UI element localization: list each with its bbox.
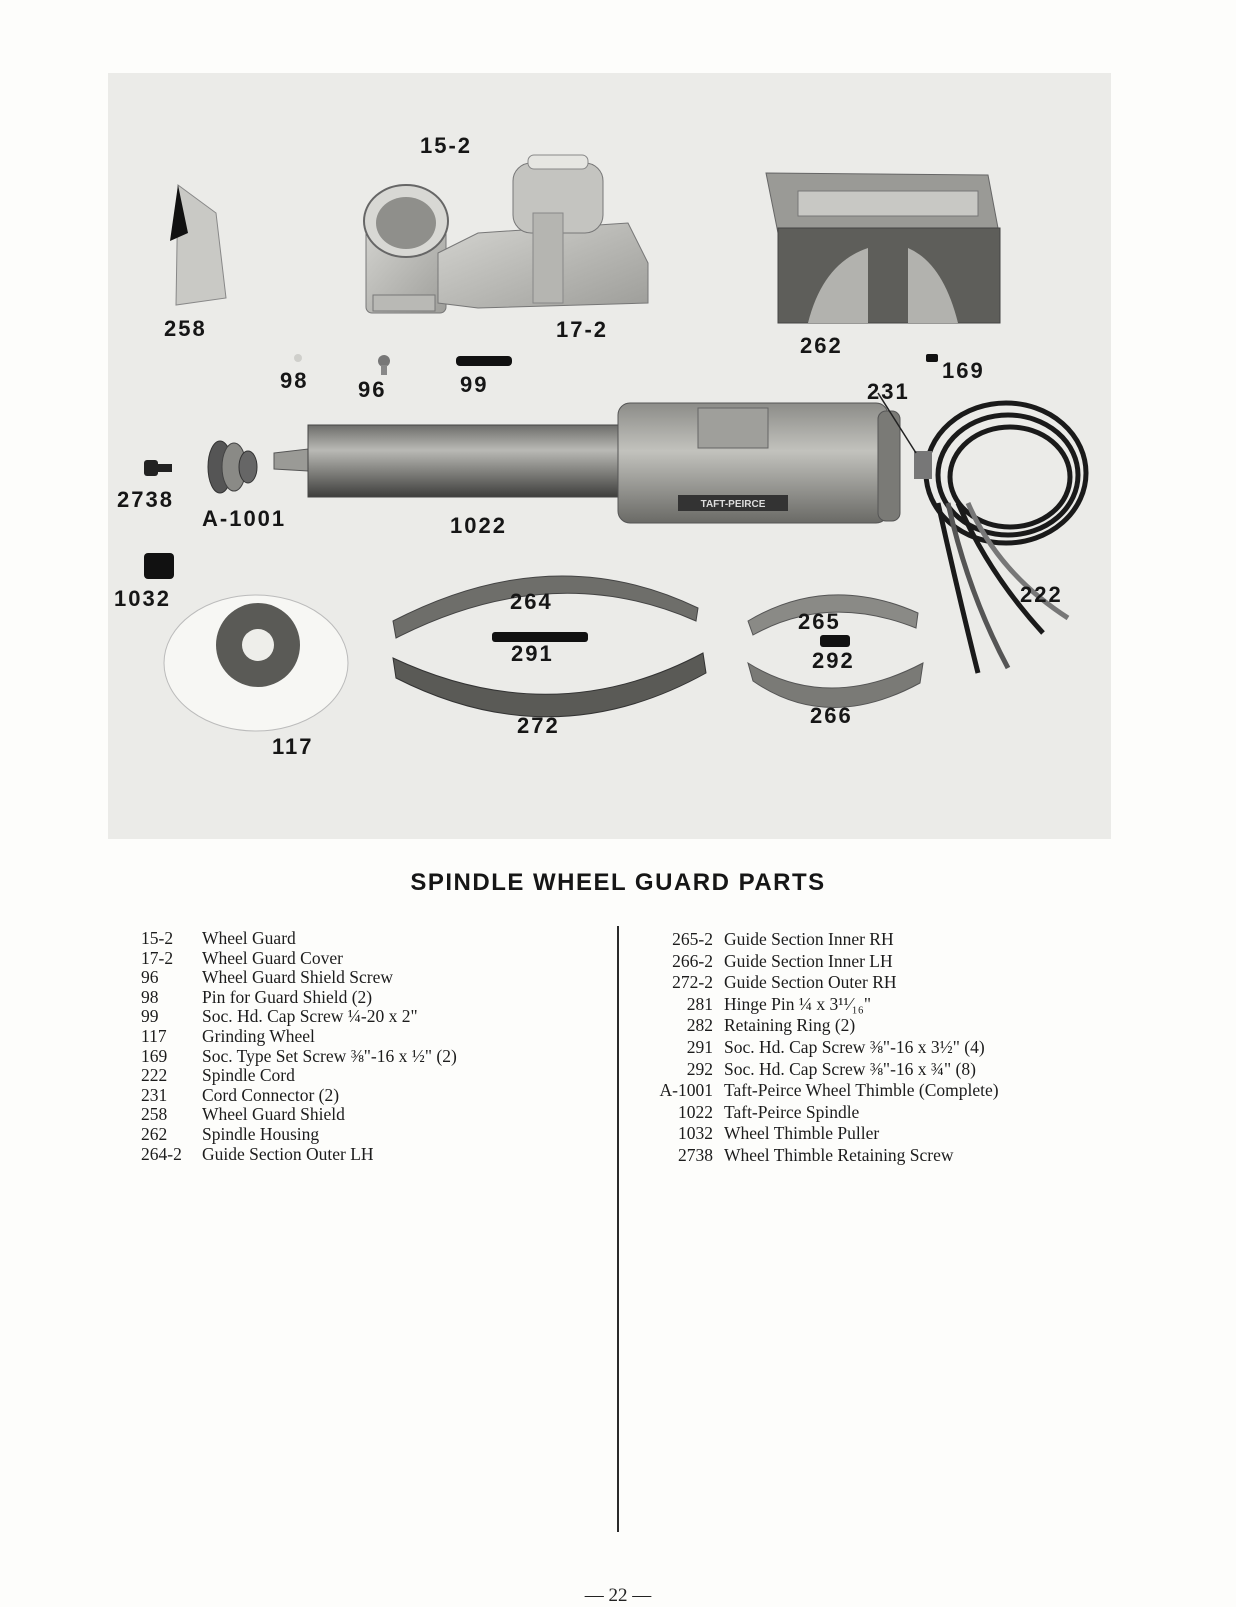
part-number: 1022 [678,1101,713,1122]
set-screw-169-part [926,354,938,362]
callout-265: 265 [798,609,841,634]
part-row [652,1015,999,1037]
wheel-thimble-part [208,441,257,493]
part-description: Spindle Housing [202,1123,320,1144]
part-description: Wheel Thimble Retaining Screw [724,1144,954,1165]
parts-list-right [652,929,999,1167]
part-number: 265-2 [672,929,713,949]
part-description: Guide Section Outer RH [724,972,897,993]
part-number: 96 [141,967,159,988]
part-description: Grinding Wheel [202,1025,315,1046]
cap-screw-292-part [820,635,850,647]
thimble-retaining-screw-part [144,460,172,476]
part-row [652,972,999,994]
callout-a-1001: A-1001 [202,506,287,531]
part-number: 117 [141,1025,167,1046]
part-description: Wheel Guard Shield Screw [202,967,393,988]
part-row [652,1145,999,1167]
part-number: 231 [141,1084,168,1105]
callout-98: 98 [280,368,309,393]
part-description: Soc. Hd. Cap Screw ¼-20 x 2" [202,1006,418,1027]
motor-plate-label: TAFT-PEIRCE [700,499,766,510]
callout-1032: 1032 [114,586,171,611]
part-description: Spindle Cord [202,1065,295,1086]
callout-2738: 2738 [117,487,174,512]
part-number: 169 [141,1045,168,1066]
part-number: 2738 [678,1144,713,1165]
grinding-wheel-part [164,595,348,731]
part-number: 258 [141,1104,168,1125]
parts-photograph [108,73,1111,839]
part-description: Guide Section Inner RH [724,929,894,949]
part-description: Soc. Hd. Cap Screw ⅜"-16 x 3½" (4) [724,1036,985,1057]
part-number: 98 [141,986,159,1007]
part-description: Cord Connector (2) [202,1084,340,1105]
part-row [652,951,999,973]
callout-222: 222 [1020,582,1063,607]
part-row [141,988,457,1008]
wheel-guard-shield-part [170,185,226,305]
callout-272: 272 [517,713,560,738]
part-row [652,929,999,951]
column-divider [617,926,619,1532]
page-number: — 22 — [584,1585,652,1606]
part-row [141,968,457,988]
part-number: 99 [141,1006,159,1027]
callout-17-2: 17-2 [556,317,609,342]
part-row [141,1066,457,1086]
part-number: 264-2 [141,1143,182,1164]
parts-illustration [108,73,1111,839]
callout-264: 264 [510,589,553,614]
callout-231: 231 [867,379,910,404]
part-number: 15-2 [141,928,174,948]
part-description: Wheel Thimble Puller [724,1123,880,1144]
part-description: Pin for Guard Shield (2) [202,986,373,1007]
part-number: 222 [141,1065,168,1086]
spindle-cord-part [926,403,1086,673]
shield-screw-part [378,355,390,375]
part-number: 281 [686,993,713,1014]
guard-shield-pin-part [294,354,302,362]
part-row [141,1047,457,1067]
part-row [141,1145,457,1165]
part-description: Wheel Guard [202,928,296,948]
part-number: 291 [686,1036,713,1057]
part-row [141,949,457,969]
part-row [141,1007,457,1027]
callout-169: 169 [942,358,985,383]
part-row [141,1027,457,1047]
cap-screw-99-part [456,356,512,366]
part-row [652,1080,999,1102]
part-number: 1032 [678,1123,713,1144]
wheel-thimble-puller-part [144,553,174,579]
part-number: 17-2 [141,947,174,968]
parts-list-left [141,929,457,1164]
cord-connector-part [914,451,932,479]
part-row [652,994,999,1016]
part-row [141,1125,457,1145]
callout-117: 117 [272,734,314,759]
callout-15-2: 15-2 [420,133,473,158]
part-row [652,1123,999,1145]
part-number: 292 [686,1058,713,1079]
callout-96: 96 [358,377,387,402]
callout-291: 291 [511,641,554,666]
callout-292: 292 [812,648,855,673]
part-number: 262 [141,1123,168,1144]
part-row [141,1086,457,1106]
part-number: 272-2 [672,972,713,993]
part-description: Retaining Ring (2) [724,1015,856,1036]
part-description: Guide Section Inner LH [724,950,893,971]
part-description: Soc. Hd. Cap Screw ⅜"-16 x ¾" (8) [724,1058,976,1079]
part-description: Hinge Pin ¼ x 3¹¹⁄₁₆" [724,993,871,1014]
part-description: Wheel Guard Cover [202,947,343,968]
callout-266: 266 [810,703,853,728]
part-description: Guide Section Outer LH [202,1143,374,1164]
part-description: Taft-Peirce Wheel Thimble (Complete) [724,1080,999,1101]
part-number: A-1001 [659,1080,713,1101]
part-row [652,1102,999,1124]
part-number: 266-2 [672,950,713,971]
wheel-guard-part [364,155,648,313]
part-row [652,1037,999,1059]
spindle-motor-part [274,403,900,523]
callout-258: 258 [164,316,207,341]
page-title: SPINDLE WHEEL GUARD PARTS [410,869,826,896]
part-description: Wheel Guard Shield [202,1104,345,1125]
callout-99: 99 [460,372,489,397]
part-description: Soc. Type Set Screw ⅜"-16 x ½" (2) [202,1045,457,1066]
part-description: Taft-Peirce Spindle [724,1101,860,1122]
part-row [652,1059,999,1081]
spindle-housing-part [766,173,1000,323]
part-number: 282 [686,1015,713,1036]
part-row [141,1105,457,1125]
callout-1022: 1022 [450,513,507,538]
part-row [141,929,457,949]
callout-262: 262 [800,333,843,358]
